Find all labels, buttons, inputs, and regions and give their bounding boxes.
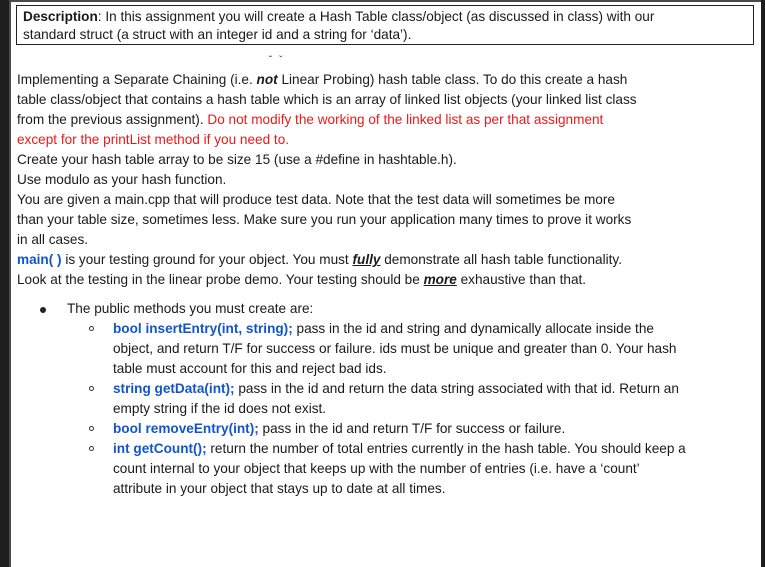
method-insert-line-1: bool insertEntry(int, string); pass in the id and string and dynamically allocate inside the (113, 321, 654, 336)
para-line-10: main( ) is your testing ground for your object. You must fully demonstrate all hash table functionality. (17, 252, 622, 267)
bullet-circle-icon (89, 446, 94, 451)
bullet-circle-icon (89, 426, 94, 431)
para-line-1: Implementing a Separate Chaining (i.e. not Linear Probing) hash table class. To do this create a hash (17, 72, 628, 87)
para-line-2: table class/object that contains a hash table which is an array of linked list objects (your linked list class (17, 92, 637, 107)
bullet-circle-icon (89, 386, 94, 391)
para-line-4: except for the printList method if you need to. (17, 132, 290, 147)
method-get-line-1: string getData(int); pass in the id and return the data string associated with that id. Return an (113, 381, 679, 396)
para-line-8: than your table size, sometimes less. Make sure you run your application many times to prove it works (17, 212, 632, 227)
method-insert-line-3: table must account for this and reject bad ids. (113, 361, 387, 376)
method-get-signature: string getData(int); (113, 381, 235, 396)
para-line-5: Create your hash table array to be size 15 (use a #define in hashtable.h). (17, 152, 457, 167)
method-count-line-1: int getCount(); return the number of total entries currently in the hash table. You should keep a (113, 441, 686, 456)
red-warning: Do not modify the working of the linked list as per that assignment (207, 112, 604, 127)
method-remove-line-1: bool removeEntry(int); pass in the id and return T/F for success or failure. (113, 421, 566, 436)
description-label: Description (23, 9, 98, 24)
document-page (9, 0, 761, 567)
emphasis-more: more (423, 272, 457, 287)
method-remove-signature: bool removeEntry(int); (113, 421, 259, 436)
para-line-11: Look at the testing in the linear probe demo. Your testing should be more exhaustive than that. (17, 272, 587, 287)
method-insert-signature: bool insertEntry(int, string); (113, 321, 293, 336)
main-keyword: main( ) (17, 252, 62, 267)
method-get-line-2: empty string if the id does not exist. (113, 401, 327, 416)
para-line-6: Use modulo as your hash function. (17, 172, 227, 187)
para-line-9: in all cases. (17, 232, 89, 247)
bullet-circle-icon (89, 326, 94, 331)
para-line-7: You are given a main.cpp that will produce test data. Note that the test data will sometimes be more (17, 192, 615, 207)
emphasis-fully: fully (352, 252, 381, 267)
methods-intro: The public methods you must create are: (67, 301, 314, 316)
stray-marks: ˘ ˇ (269, 55, 285, 66)
description-line-1: Description: In this assignment you will create a Hash Table class/object (as discussed in class) with our (23, 9, 655, 24)
method-count-line-3: attribute in your object that stays up to date at all times. (113, 481, 446, 496)
method-count-signature: int getCount(); (113, 441, 207, 456)
bullet-disc-icon (40, 307, 46, 313)
emphasis-not: not (256, 72, 278, 87)
method-count-line-2: count internal to your object that keeps up with the number of entries (i.e. have a ‘count’ (113, 461, 640, 476)
method-insert-line-2: object, and return T/F for success or failure. ids must be unique and greater than 0. Your hash (113, 341, 677, 356)
description-line-2: standard struct (a struct with an integer id and a string for ‘data’). (23, 27, 412, 42)
para-line-3: from the previous assignment). Do not modify the working of the linked list as per that assignment (17, 112, 604, 127)
